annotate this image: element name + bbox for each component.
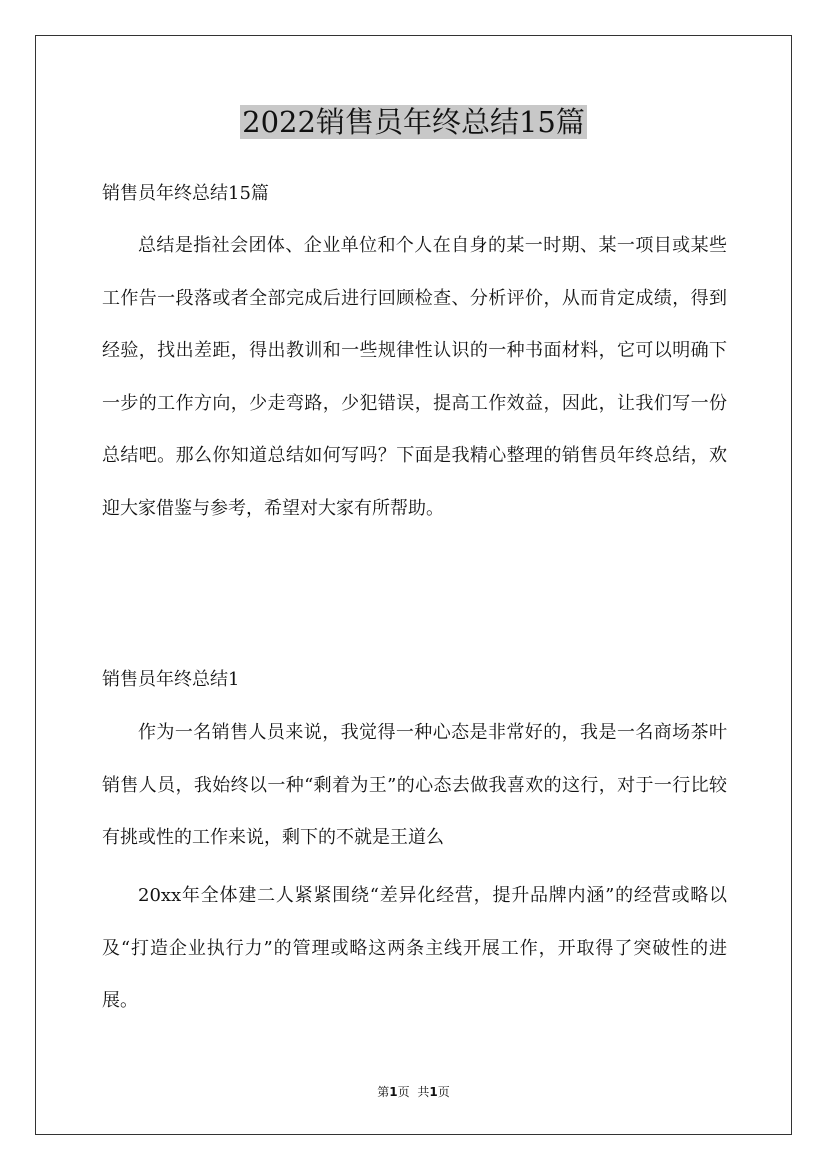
section-paragraph-2: 20xx年全体建二人紧紧围绕“差异化经营，提升品牌内涵”的经营或略以及“打造企业执行力”的管理或略这两条主线开展工作，开取得了突破性的进展。 bbox=[102, 885, 727, 1011]
footer-total-pages: 1 bbox=[429, 1085, 438, 1099]
document-title-wrap bbox=[0, 100, 827, 144]
section-paragraph-1: 作为一名销售人员来说，我觉得一种心态是非常好的，我是一名商场茶叶销售人员，我始终以一种“剩着为王”的心态去做我喜欢的这行，对于一行比较有挑或性的工作来说，剩下的不就是王道么 bbox=[102, 722, 727, 848]
footer-prefix: 第 bbox=[377, 1085, 390, 1099]
document-subtitle: 销售员年终总结15篇 bbox=[102, 183, 269, 204]
footer-total-suffix: 页 bbox=[437, 1085, 450, 1099]
section-heading: 销售员年终总结1 bbox=[102, 669, 240, 690]
intro-paragraph: 总结是指社会团体、企业单位和个人在自身的某一时期、某一项目或某些工作告一段落或者全部完成后进行回顾检查、分析评价，从而肯定成绩，得到经验，找出差距，得出教训和一些规律性认识的一种书面材料，它可以明确下一步的工作方向，少走弯路，少犯错误，提高工作效益，因此，让我们写一份总结吧。那么你知道总结如何写吗？下面是我精心整理的销售员年终总结，欢迎大家借鉴与参考，希望对大家有所帮助。 bbox=[102, 235, 727, 519]
footer-page-suffix: 页 bbox=[397, 1085, 410, 1099]
footer-total-prefix: 共 bbox=[417, 1085, 430, 1099]
document-title: 2022销售员年终总结15篇 bbox=[242, 105, 585, 139]
footer-page-number: 1 bbox=[389, 1085, 398, 1099]
page-footer bbox=[0, 1083, 827, 1100]
